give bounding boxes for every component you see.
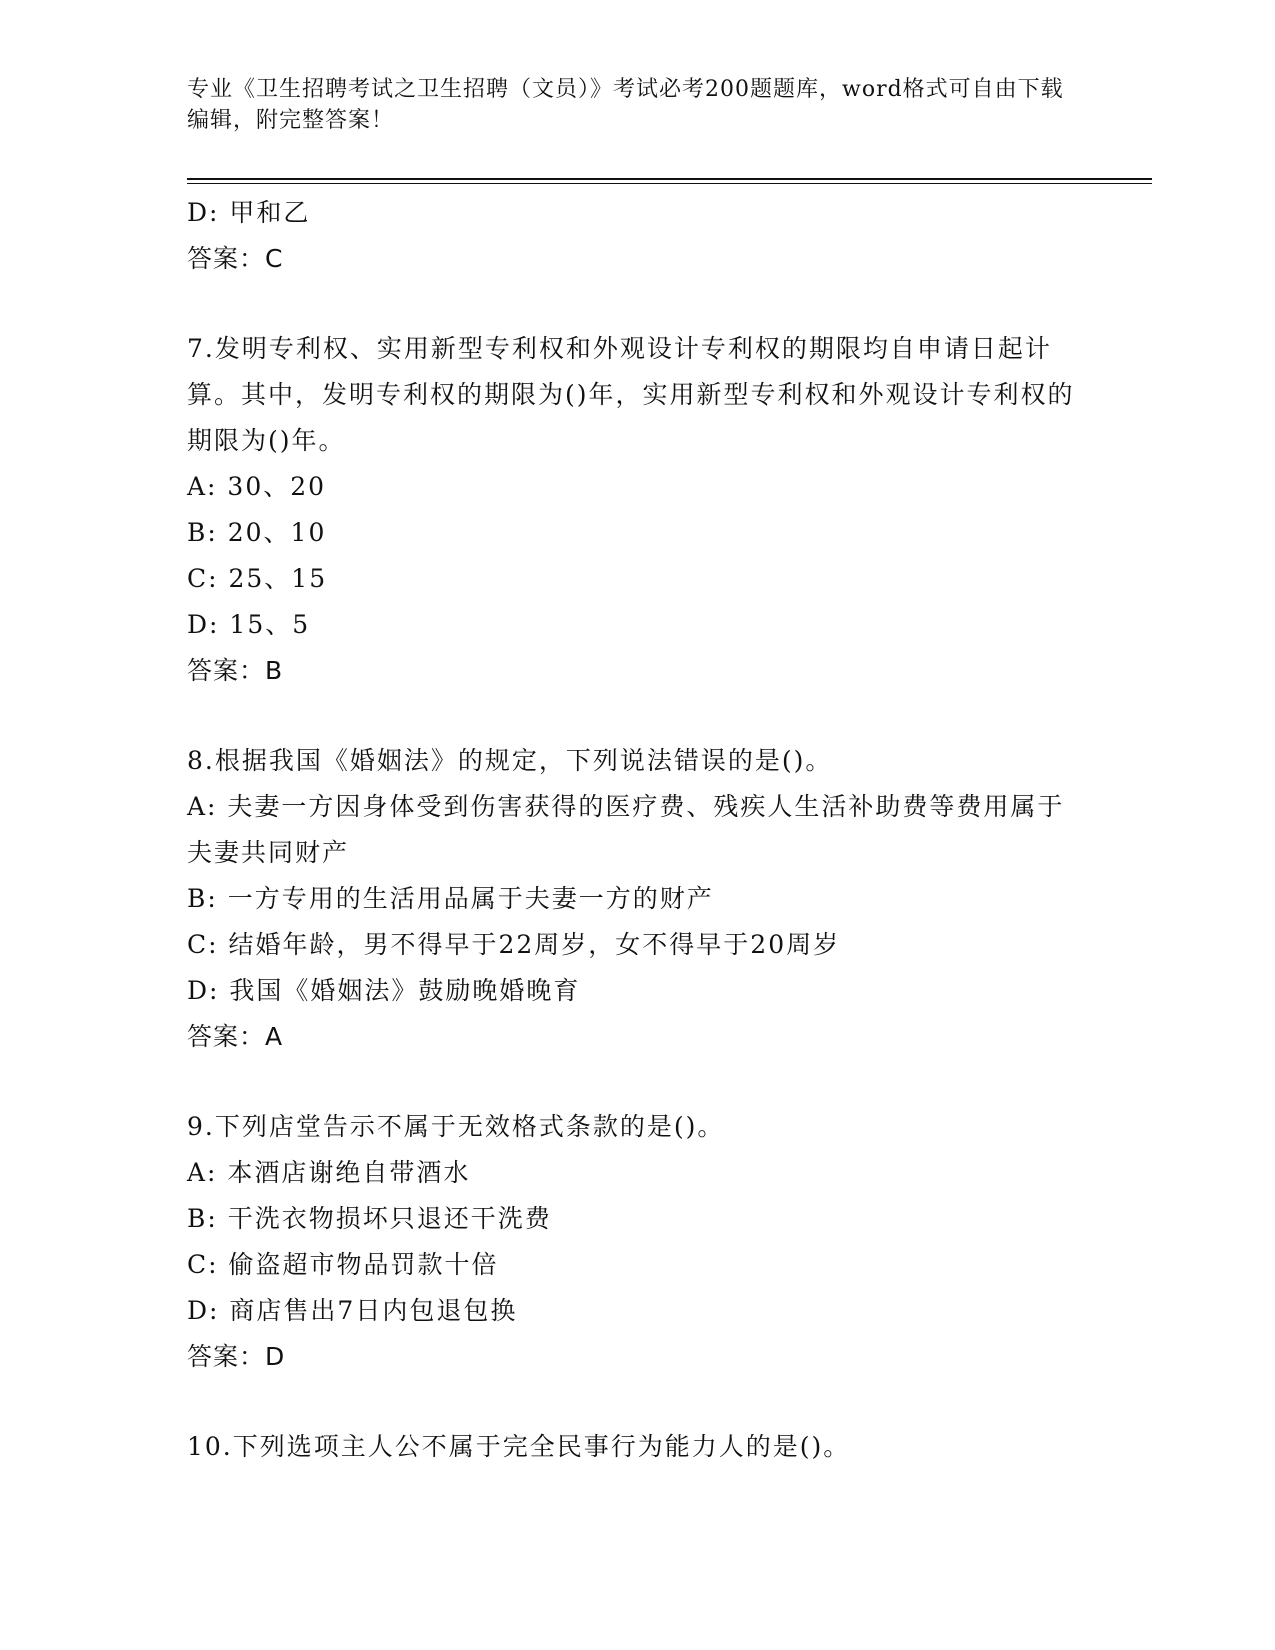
- spacer: [187, 1060, 1087, 1104]
- question-10: [187, 1424, 1087, 1470]
- option-a: A: 夫妻一方因身体受到伤害获得的医疗费、残疾人生活补助费等费用属于夫妻共同财产: [187, 792, 1065, 867]
- question-stem: 10.下列选项主人公不属于完全民事行为能力人的是()。: [187, 1432, 851, 1461]
- header-rule-thin: [187, 183, 1152, 184]
- spacer: [187, 282, 1087, 326]
- question-list: [187, 190, 1087, 1470]
- header-rule-thick: [187, 178, 1152, 180]
- option-b: B: 干洗衣物损坏只退还干洗费: [187, 1204, 552, 1233]
- option-c: C: 25、15: [187, 564, 328, 593]
- option-d: D: 商店售出7日内包退包换: [187, 1296, 518, 1325]
- option-b: B: 一方专用的生活用品属于夫妻一方的财产: [187, 884, 714, 913]
- question-8: [187, 738, 1087, 1060]
- answer-line: 答案：D: [187, 1342, 286, 1371]
- answer-line: 答案：C: [187, 244, 284, 273]
- spacer: [187, 694, 1087, 738]
- question-stem: 7.发明专利权、实用新型专利权和外观设计专利权的期限均自申请日起计算。其中，发明专利权的期限为()年，实用新型专利权和外观设计专利权的期限为()年。: [187, 334, 1075, 455]
- question-7: [187, 326, 1087, 694]
- question-9: [187, 1104, 1087, 1380]
- answer-line: 答案：A: [187, 1022, 284, 1051]
- option-c: C: 偷盗超市物品罚款十倍: [187, 1250, 499, 1279]
- option-a: A: 30、20: [187, 472, 327, 501]
- question-stem: 8.根据我国《婚姻法》的规定，下列说法错误的是()。: [187, 746, 833, 775]
- option-d: D: 我国《婚姻法》鼓励晚婚晚育: [187, 976, 581, 1005]
- answer-line: 答案：B: [187, 656, 284, 685]
- option-d: D: 甲和乙: [187, 198, 311, 227]
- option-c: C: 结婚年龄，男不得早于22周岁，女不得早于20周岁: [187, 930, 841, 959]
- spacer: [187, 1380, 1087, 1424]
- option-a: A: 本酒店谢绝自带酒水: [187, 1158, 471, 1187]
- question-stem: 9.下列店堂告示不属于无效格式条款的是()。: [187, 1112, 725, 1141]
- document-header: 专业《卫生招聘考试之卫生招聘（文员）》考试必考200题题库，word格式可自由下载编辑，附完整答案！: [187, 77, 1064, 133]
- option-b: B: 20、10: [187, 518, 327, 547]
- option-d: D: 15、5: [187, 610, 311, 639]
- previous-question-tail: [187, 190, 1087, 282]
